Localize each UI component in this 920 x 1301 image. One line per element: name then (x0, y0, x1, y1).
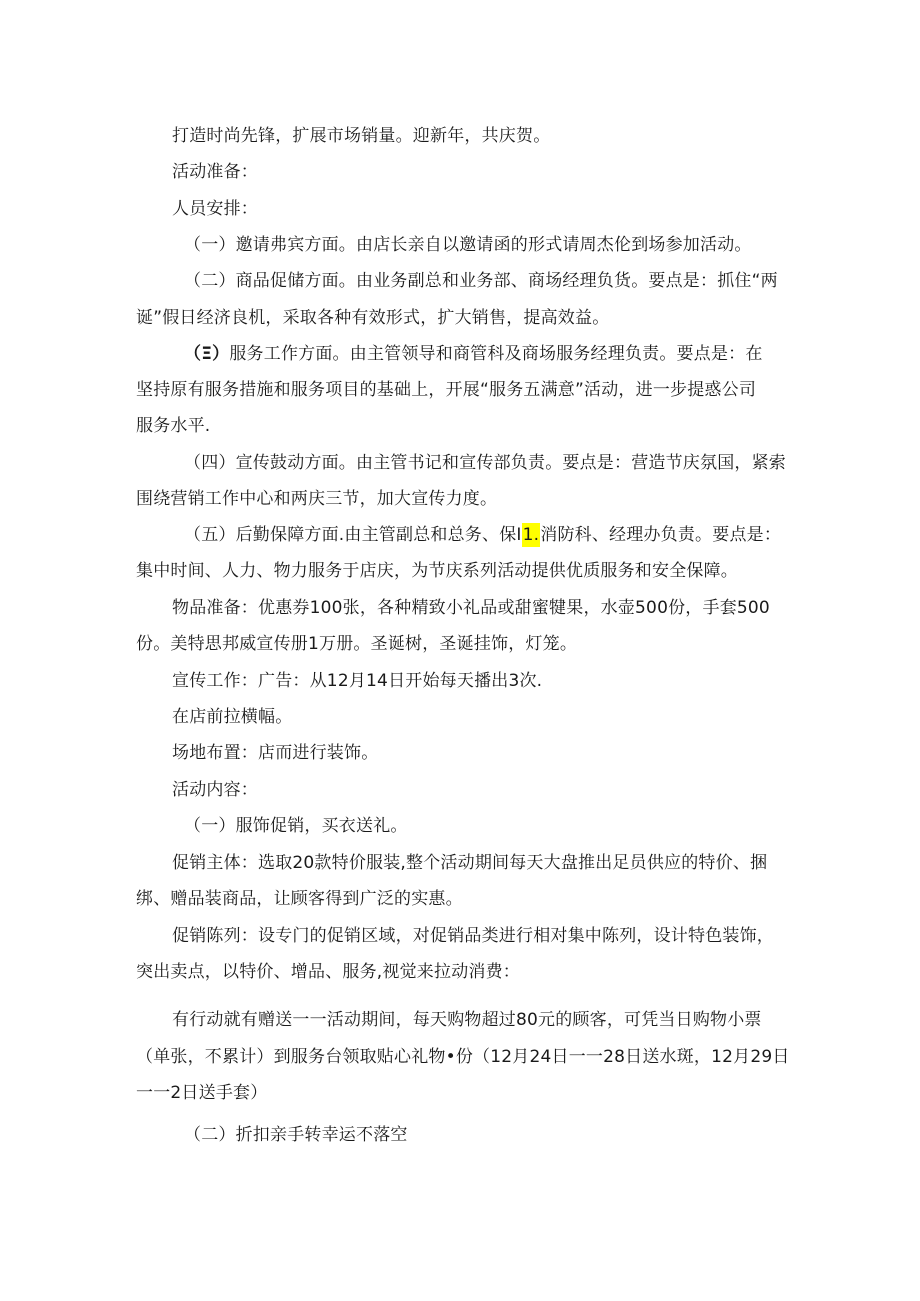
paragraph-text: （五）后勤保障方面.由主管副总和总务、保I (184, 525, 522, 545)
paragraph-line: 集中时间、人力、物力服务于店庆，为节庆系列活动提供优质服务和安全保障。 (136, 561, 738, 581)
paragraph-line: 促销主体：选取20款特价服装,整个活动期间每天大盘推出足员供应的特价、捆 (172, 853, 768, 873)
paragraph-line: 促销陈列：设专门的促销区域，对促销品类进行相对集中陈列，设计特色装饰， (172, 926, 774, 946)
paragraph-line: （一）邀请弗宾方面。由店长亲自以邀请函的形式请周杰伦到场参加活动。 (184, 235, 752, 255)
section-heading: 活动准备： (172, 162, 258, 182)
paragraph-line: 突出卖点，以特价、增品、服务,视觉来拉动消费： (136, 962, 521, 982)
section-heading: 人员安排： (172, 199, 258, 219)
paragraph-line: 在店前拉横幅。 (172, 707, 293, 727)
paragraph-line: （四）宣传鼓动方面。由主管书记和宣传部负责。要点是：营造节庆氛国，紧索 (184, 453, 786, 473)
item-marker: （Ξ） (184, 344, 230, 364)
paragraph-text: 消防科、经理办负责。要点是： (540, 525, 782, 545)
paragraph-line: （一）服饰促销，买衣送礼。 (184, 816, 408, 836)
paragraph-text: 服务工作方面。由主管领导和商管科及商场服务经理负责。要点是：在 (229, 344, 763, 364)
paragraph-line: 围绕营销工作中心和两庆三节，加大宣传力度。 (136, 489, 498, 509)
paragraph-line: 绑、赠品装商品，让顾客得到广泛的实惠。 (136, 889, 463, 909)
paragraph-line: 场地布置：店而进行装饰。 (172, 743, 379, 763)
paragraph-line (184, 524, 781, 546)
paragraph-line: 宣传工作：广告：从12月14日开始每天播出3次. (172, 671, 543, 691)
paragraph-line: 份。美特思邦威宣传册1万册。圣诞树，圣诞挂饰，灯笼。 (136, 634, 578, 654)
section-heading: 活动内容： (172, 780, 258, 800)
paragraph-line: （单张，不累计）到服务台领取贴心礼物•份（12月24日一一28日送水斑，12月29日 (136, 1047, 790, 1067)
highlighted-text: 1. (522, 525, 540, 545)
paragraph-line: 打造时尚先锋，扩展市场销量。迎新年，共庆贺。 (172, 126, 551, 146)
paragraph-line: 物品准备：优惠券100张，各种精致小礼品或甜蜜犍果，水壶500份，手套500 (172, 598, 770, 618)
paragraph-line: 一一2日送手套） (136, 1083, 268, 1103)
paragraph-line (184, 343, 763, 365)
paragraph-line: （二）商品促储方面。由业务副总和业务部、商场经理负货。要点是：抓住“两 (184, 271, 778, 291)
paragraph-line: 有行动就有赠送一一活动期间，每天购物超过80元的顾客，可凭当日购物小票 (172, 1010, 762, 1030)
paragraph-line: （二）折扣亲手转幸运不落空 (184, 1125, 408, 1145)
paragraph-line: 服务水平. (136, 416, 211, 436)
paragraph-line: 诞”假日经济良机，采取各种有效形式，扩大销售，提高效益。 (136, 308, 610, 328)
paragraph-line: 坚持原有服务措施和服务项目的基础上，开展“服务五满意”活动，进一步提惑公司 (136, 380, 757, 400)
